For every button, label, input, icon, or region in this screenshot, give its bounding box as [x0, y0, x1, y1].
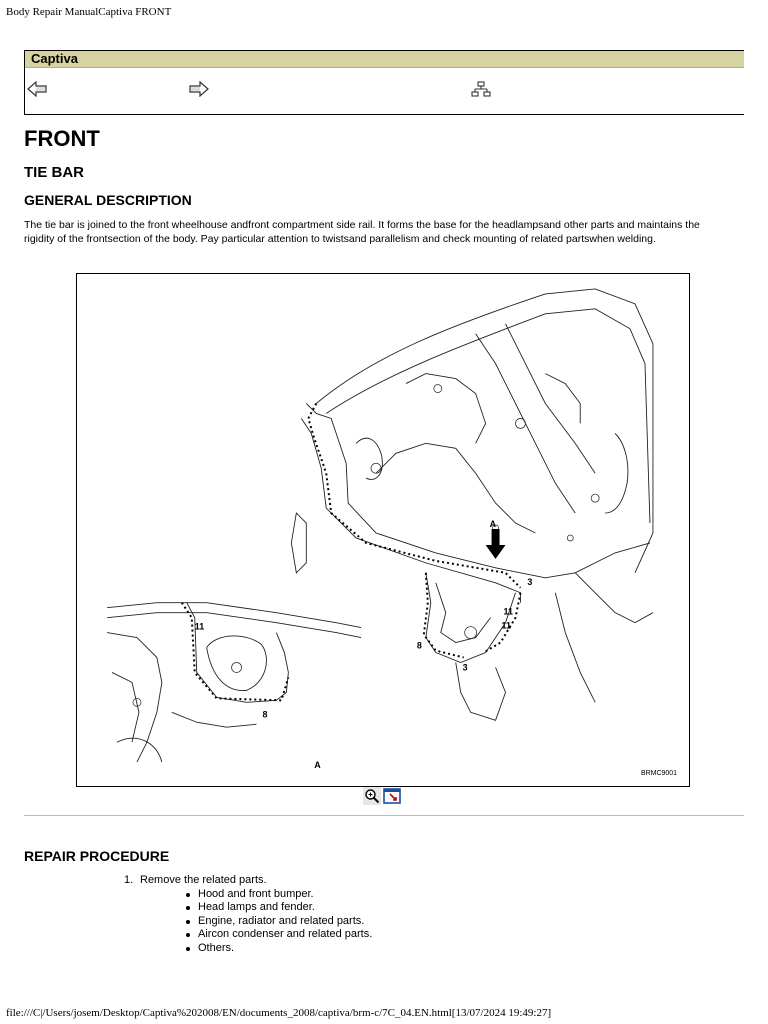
- zoom-in-icon[interactable]: [363, 787, 381, 805]
- print-footer: file:///C|/Users/josem/Desktop/Captiva%202008/EN/documents_2008/captiva/brm-c/7C_04.EN.html[13/07/2024 19:49:27]: [6, 1007, 552, 1019]
- nav-title: Captiva: [25, 51, 744, 68]
- related-parts-list: [124, 888, 372, 956]
- arrow-label: A: [489, 519, 497, 530]
- callout: 11: [501, 620, 512, 631]
- figure-code: BRMC9001: [640, 770, 678, 778]
- back-arrow-icon[interactable]: [27, 81, 47, 97]
- list-item: Aircon condenser and related parts.: [184, 928, 372, 942]
- callout: 3: [462, 662, 468, 673]
- page-title: FRONT: [24, 126, 100, 151]
- figure-tools: [363, 787, 401, 805]
- view-a-arrow-icon: [486, 529, 506, 559]
- list-item: Head lamps and fender.: [184, 901, 372, 915]
- list-item: Others.: [184, 942, 372, 956]
- sitemap-icon[interactable]: [471, 81, 491, 97]
- section-title: TIE BAR: [24, 164, 84, 181]
- forward-arrow-icon[interactable]: [189, 81, 209, 97]
- tie-bar-drawing: [77, 274, 689, 786]
- general-description-heading: GENERAL DESCRIPTION: [24, 192, 192, 208]
- tie-bar-figure: [76, 273, 690, 787]
- nav-box: [24, 50, 744, 115]
- divider: [24, 815, 744, 816]
- callout: 3: [527, 576, 533, 587]
- callout: 11: [503, 606, 513, 617]
- step-text: Remove the related parts.: [140, 874, 267, 886]
- open-image-icon[interactable]: [383, 787, 401, 805]
- repair-step: [124, 874, 372, 955]
- repair-steps: [124, 874, 372, 955]
- repair-procedure-heading: REPAIR PROCEDURE: [24, 848, 170, 864]
- callout: 11: [194, 621, 205, 632]
- step-number: 1.: [124, 874, 134, 886]
- list-item: Engine, radiator and related parts.: [184, 915, 372, 929]
- callout: 8: [416, 640, 422, 651]
- view-label: A: [314, 760, 321, 771]
- general-description-text: The tie bar is joined to the front wheelhouse andfront compartment side rail. It forms the base for the headlampsand other parts and maintains the rigidity of the frontsection of the body. Pay particular attention to twistsand parallelism and check mounting of related partswhen welding.: [24, 219, 700, 245]
- list-item: Hood and front bumper.: [184, 888, 372, 902]
- print-header: Body Repair ManualCaptiva FRONT: [6, 6, 172, 18]
- callout: 8: [262, 709, 268, 720]
